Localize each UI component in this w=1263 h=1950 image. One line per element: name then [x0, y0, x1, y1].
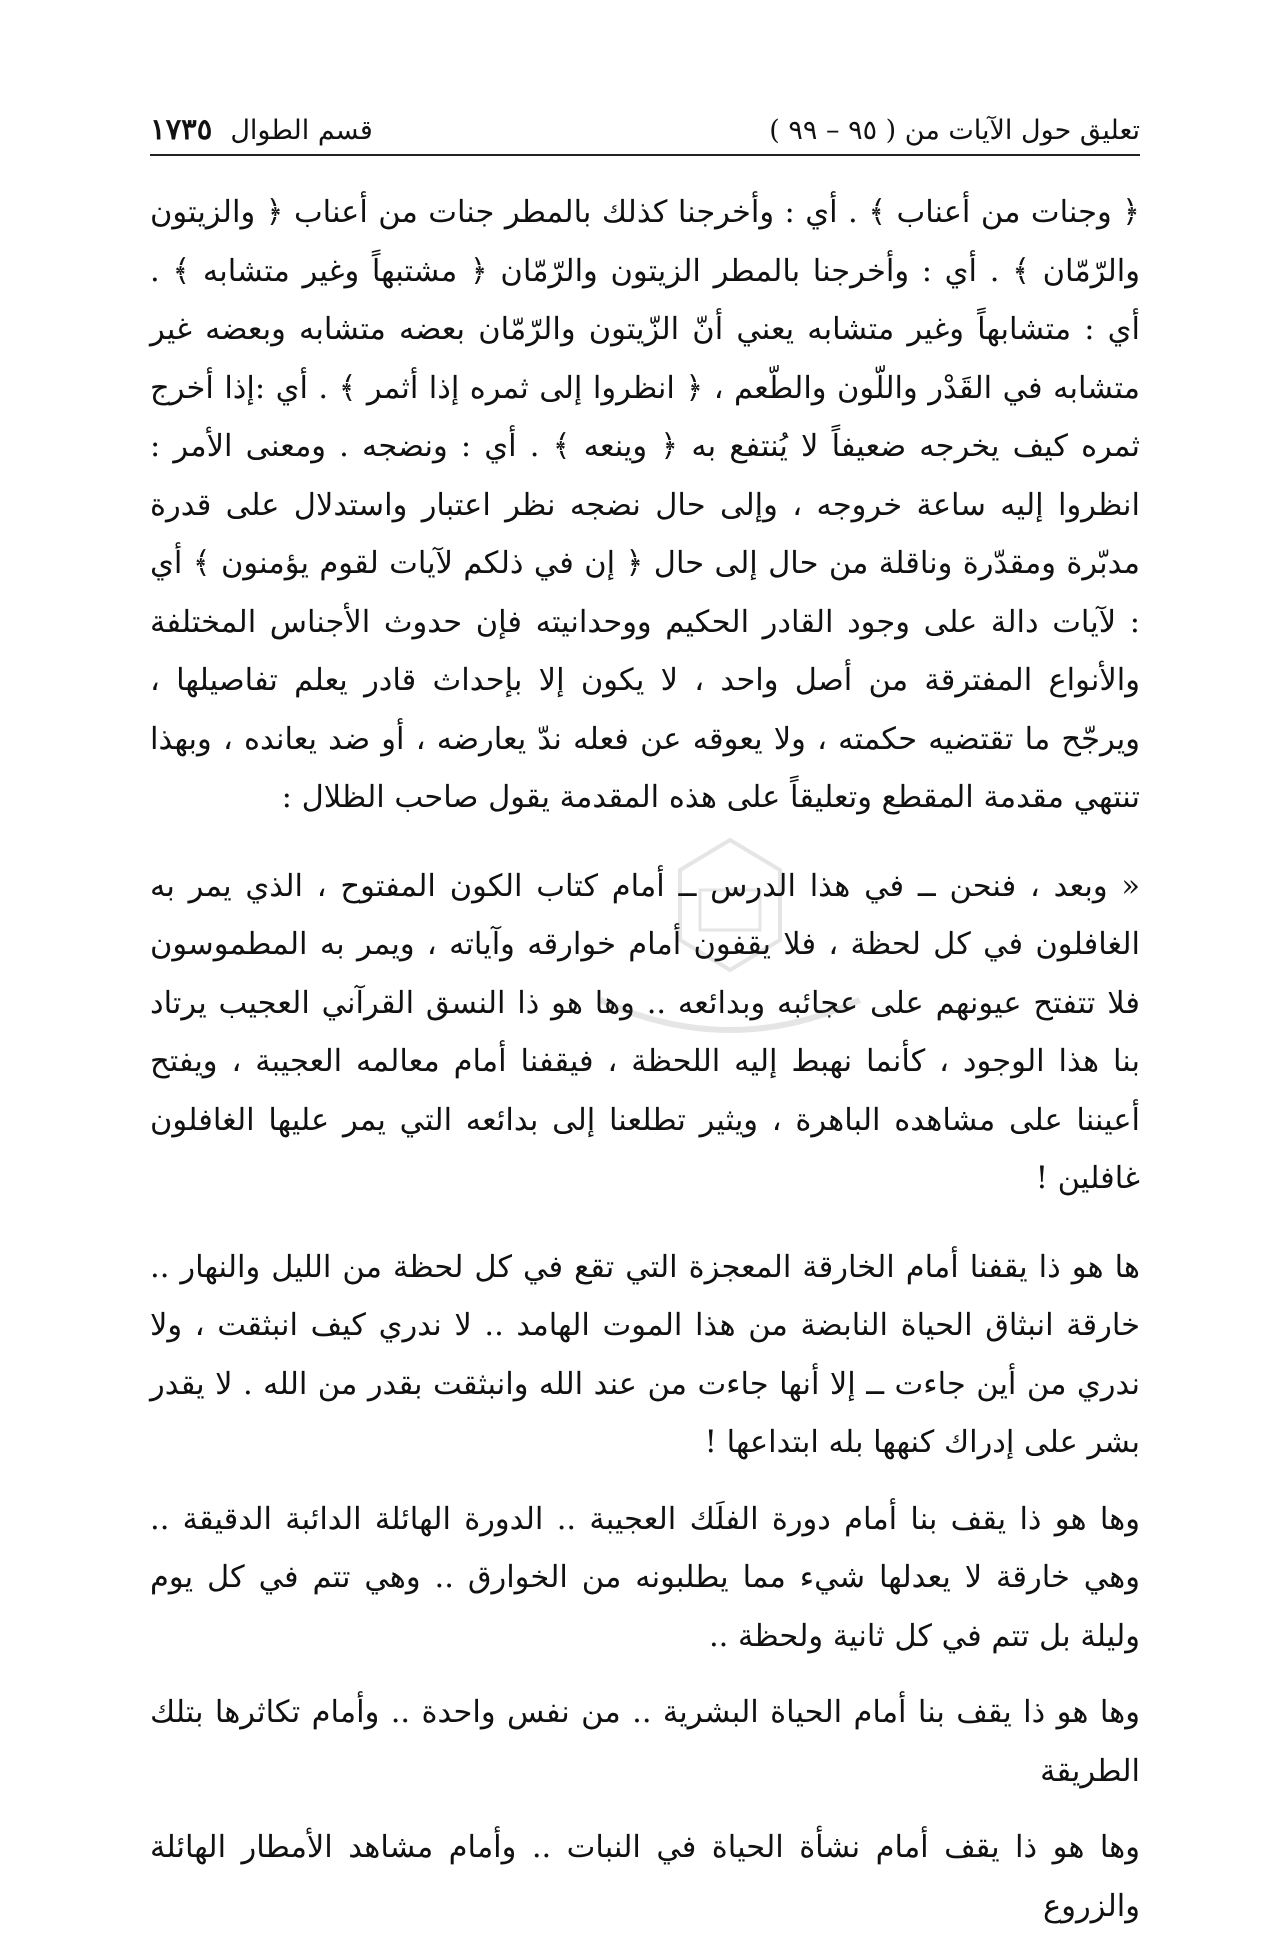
paragraph-life-miracle: ها هو ذا يقفنا أمام الخارقة المعجزة التي تقع في كل لحظة من الليل والنهار .. خارقة انبثاق الحياة النابضة من هذا الموت الهامد .. لا ندري كيف انبثقت ، ولا ندري من أين جاءت ــ إلا أنها جاءت من عند الله وانبثقت بقدر من الله . لا يقدر بشر على إدراك كنهها بله ابتداعها !	[150, 1249, 1140, 1460]
book-page	[150, 100, 1140, 1924]
running-header	[150, 100, 1140, 156]
paragraph-human-life: وها هو ذا يقف بنا أمام الحياة البشرية .. من نفس واحدة .. وأمام تكاثرها بتلك الطريقة	[150, 1695, 1140, 1789]
page-number: ١٧٣٥	[150, 112, 213, 146]
section-and-page	[150, 112, 373, 146]
paragraph-commentary: ﴿ وجنات من أعناب ﴾ . أي : وأخرجنا كذلك بالمطر جنات من أعناب ﴿ والزيتون والرّمّان ﴾ . أي : وأخرجنا بالمطر الزيتون والرّمّان ﴿ مشتبهاً وغير متشابه ﴾ . أي : متشابهاً وغير متشابه يعني أنّ الزّيتون والرّمّان بعضه متشابه وبعضه غير متشابه في القَدْر واللّون والطّعم ، ﴿ انظروا إلى ثمره إذا أثمر ﴾ . أي :إذا أخرج ثمره كيف يخرجه ضعيفاً لا يُنتفع به ﴿ وينعه ﴾ . أي : ونضجه . ومعنى الأمر : انظروا إليه ساعة خروجه ، وإلى حال نضجه نظر اعتبار واستدلال على قدرة مدبّرة ومقدّرة وناقلة من حال إلى حال ﴿ إن في ذلكم لآيات لقوم يؤمنون ﴾ أي : لآيات دالة على وجود القادر الحكيم ووحدانيته فإن حدوث الأجناس المختلفة والأنواع المفترقة من أصل واحد ، لا يكون إلا بإحداث قادر يعلم تفاصيلها ، ويرجّح ما تقتضيه حكمته ، ولا يعوقه عن فعله ندّ يعارضه ، أو ضد يعانده ، وبهذا تنتهي مقدمة المقطع وتعليقاً على هذه المقدمة يقول صاحب الظلال :	[150, 195, 1140, 815]
paragraph-plant-life: وها هو ذا يقف أمام نشأة الحياة في النبات .. وأمام مشاهد الأمطار الهائلة والزروع	[150, 1830, 1140, 1924]
section-name: قسم الطوال	[230, 115, 373, 146]
paragraph-celestial-cycle: وها هو ذا يقف بنا أمام دورة الفلَك العجيبة .. الدورة الهائلة الدائبة الدقيقة .. وهي خارقة لا يعدلها شيء مما يطلبونه من الخوارق .. وهي تتم في كل يوم وليلة بل تتم في كل ثانية ولحظة ..	[150, 1501, 1140, 1654]
paragraph-quote-intro: « وبعد ، فنحن ــ في هذا الدرس ــ أمام كتاب الكون المفتوح ، الذي يمر به الغافلون في كل لحظة ، فلا يقفون أمام خوارقه وآياته ، ويمر به المطموسون فلا تتفتح عيونهم على عجائبه وبدائعه .. وها هو ذا النسق القرآني العجيب يرتاد بنا هذا الوجود ، كأنما نهبط إليه اللحظة ، فيقفنا أمام معالمه العجيبة ، ويفتح أعيننا على مشاهده الباهرة ، ويثير تطلعنا إلى بدائعه التي يمر عليها الغافلون غافلين !	[150, 868, 1140, 1196]
chapter-title: تعليق حول الآيات من ( ٩٥ – ٩٩ )	[769, 115, 1140, 146]
page-body	[150, 184, 1140, 1936]
